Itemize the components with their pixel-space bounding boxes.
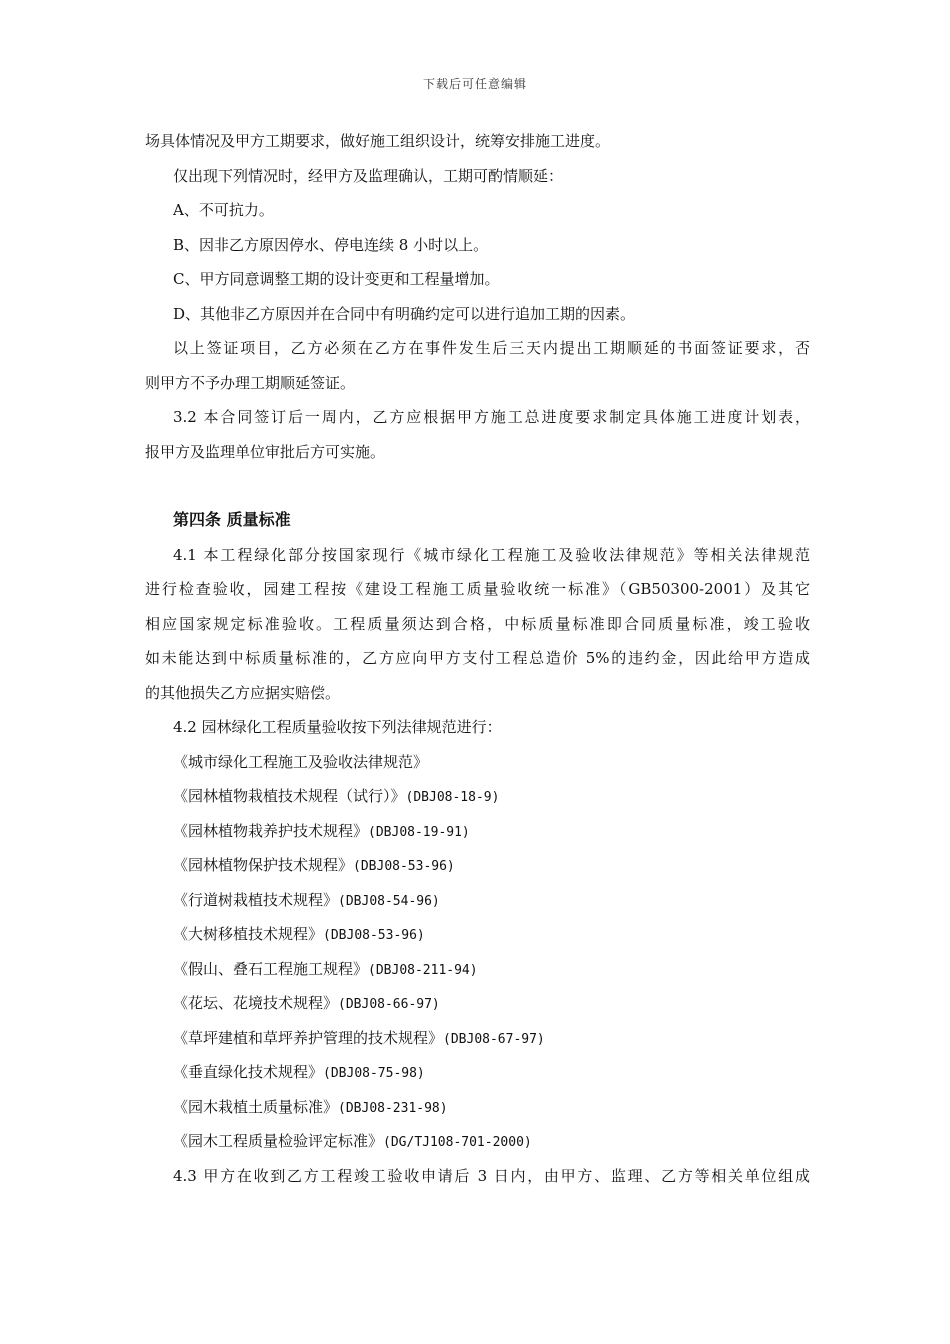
standard-name: 《园林植物栽养护技术规程》 — [173, 821, 369, 840]
list-item — [145, 1021, 810, 1056]
paragraph-line: 进行检查验收，园建工程按《建设工程施工质量验收统一标准》（GB50300-2001）及其它 — [145, 580, 810, 598]
standard-code: (DBJ08-53-96) — [323, 928, 425, 943]
list-item — [145, 1055, 810, 1090]
section-heading: 第四条 质量标准 — [173, 510, 291, 529]
paragraph-line: 以上签证项目，乙方必须在乙方在事件发生后三天内提出工期顺延的书面签证要求，否 — [173, 339, 810, 357]
standard-code: (DBJ08-19-91) — [368, 824, 470, 840]
list-item — [145, 986, 810, 1021]
standard-name: 《园林植物栽植技术规程（试行）》 — [173, 787, 406, 805]
standard-code: (DBJ08-18-9) — [405, 790, 500, 805]
list-item — [145, 883, 810, 918]
paragraph-line: 4.2 园林绿化工程质量验收按下列法律规范进行： — [173, 718, 502, 736]
list-item-a: A、不可抗力。 — [173, 201, 274, 219]
standard-code: (DBJ08-75-98) — [323, 1066, 425, 1081]
standard-code: (DBJ08-54-96) — [338, 893, 440, 909]
list-item — [145, 779, 810, 814]
standard-name: 《园木栽植土质量标准》 — [173, 1097, 339, 1116]
list-item — [145, 848, 810, 883]
list-item — [145, 952, 810, 987]
standard-name: 《城市绿化工程施工及验收法律规范》 — [173, 752, 429, 771]
paragraph-line: 报甲方及监理单位审批后方可实施。 — [145, 442, 386, 461]
paragraph-line: 场具体情况及甲方工期要求，做好施工组织设计，统筹安排施工进度。 — [145, 132, 611, 150]
paragraph-line: 3.2 本合同签订后一周内，乙方应根据甲方施工总进度要求制定具体施工进度计划表， — [173, 408, 810, 426]
list-item-c: C、甲方同意调整工期的设计变更和工程量增加。 — [173, 270, 500, 288]
paragraph-line: 4.3 甲方在收到乙方工程竣工验收申请后 3 日内，由甲方、监理、乙方等相关单位组成 — [173, 1166, 810, 1185]
standards-list — [145, 745, 810, 1159]
standard-name: 《假山、叠石工程施工规程》 — [173, 959, 369, 978]
standard-name: 《行道树栽植技术规程》 — [173, 890, 339, 909]
paragraph-line: 仅出现下列情况时，经甲方及监理确认，工期可酌情顺延： — [173, 166, 564, 185]
standard-name: 《垂直绿化技术规程》 — [173, 1063, 324, 1081]
standard-code: (DBJ08-53-96) — [353, 859, 455, 874]
standard-name: 《大树移植技术规程》 — [173, 925, 324, 943]
paragraph-line: 的其他损失乙方应据实赔偿。 — [145, 683, 341, 702]
paragraph-line: 如未能达到中标质量标准的，乙方应向甲方支付工程总造价 5%的违约金，因此给甲方造成 — [145, 649, 810, 667]
standard-code: (DG/TJ108-701-2000) — [383, 1135, 532, 1150]
standard-code: (DBJ08-67-97) — [443, 1031, 545, 1047]
standard-name: 《园木工程质量检验评定标准》 — [173, 1132, 384, 1150]
list-item — [145, 917, 810, 952]
list-item — [145, 1124, 810, 1159]
list-item-b: B、因非乙方原因停水、停电连续 8 小时以上。 — [173, 235, 489, 254]
list-item — [145, 745, 810, 780]
paragraph-line: 相应国家规定标准验收。工程质量须达到合格，中标质量标准即合同质量标准，竣工验收 — [145, 614, 810, 633]
standard-code: (DBJ08-231-98) — [338, 1100, 448, 1116]
list-item-d: D、其他非乙方原因并在合同中有明确约定可以进行追加工期的因素。 — [173, 304, 636, 323]
standard-name: 《花坛、花境技术规程》 — [173, 994, 339, 1012]
list-item — [145, 814, 810, 849]
paragraph-line: 4.1 本工程绿化部分按国家现行《城市绿化工程施工及验收法律规范》等相关法律规范 — [173, 545, 810, 564]
list-item — [145, 1090, 810, 1125]
paragraph-line: 则甲方不予办理工期顺延签证。 — [145, 373, 356, 392]
standard-code: (DBJ08-66-97) — [338, 997, 440, 1012]
document-body — [145, 124, 810, 1193]
standard-code: (DBJ08-211-94) — [368, 962, 478, 978]
standard-name: 《园林植物保护技术规程》 — [173, 856, 354, 874]
page-header-note: 下载后可任意编辑 — [422, 77, 527, 91]
standard-name: 《草坪建植和草坪养护管理的技术规程》 — [173, 1028, 444, 1047]
